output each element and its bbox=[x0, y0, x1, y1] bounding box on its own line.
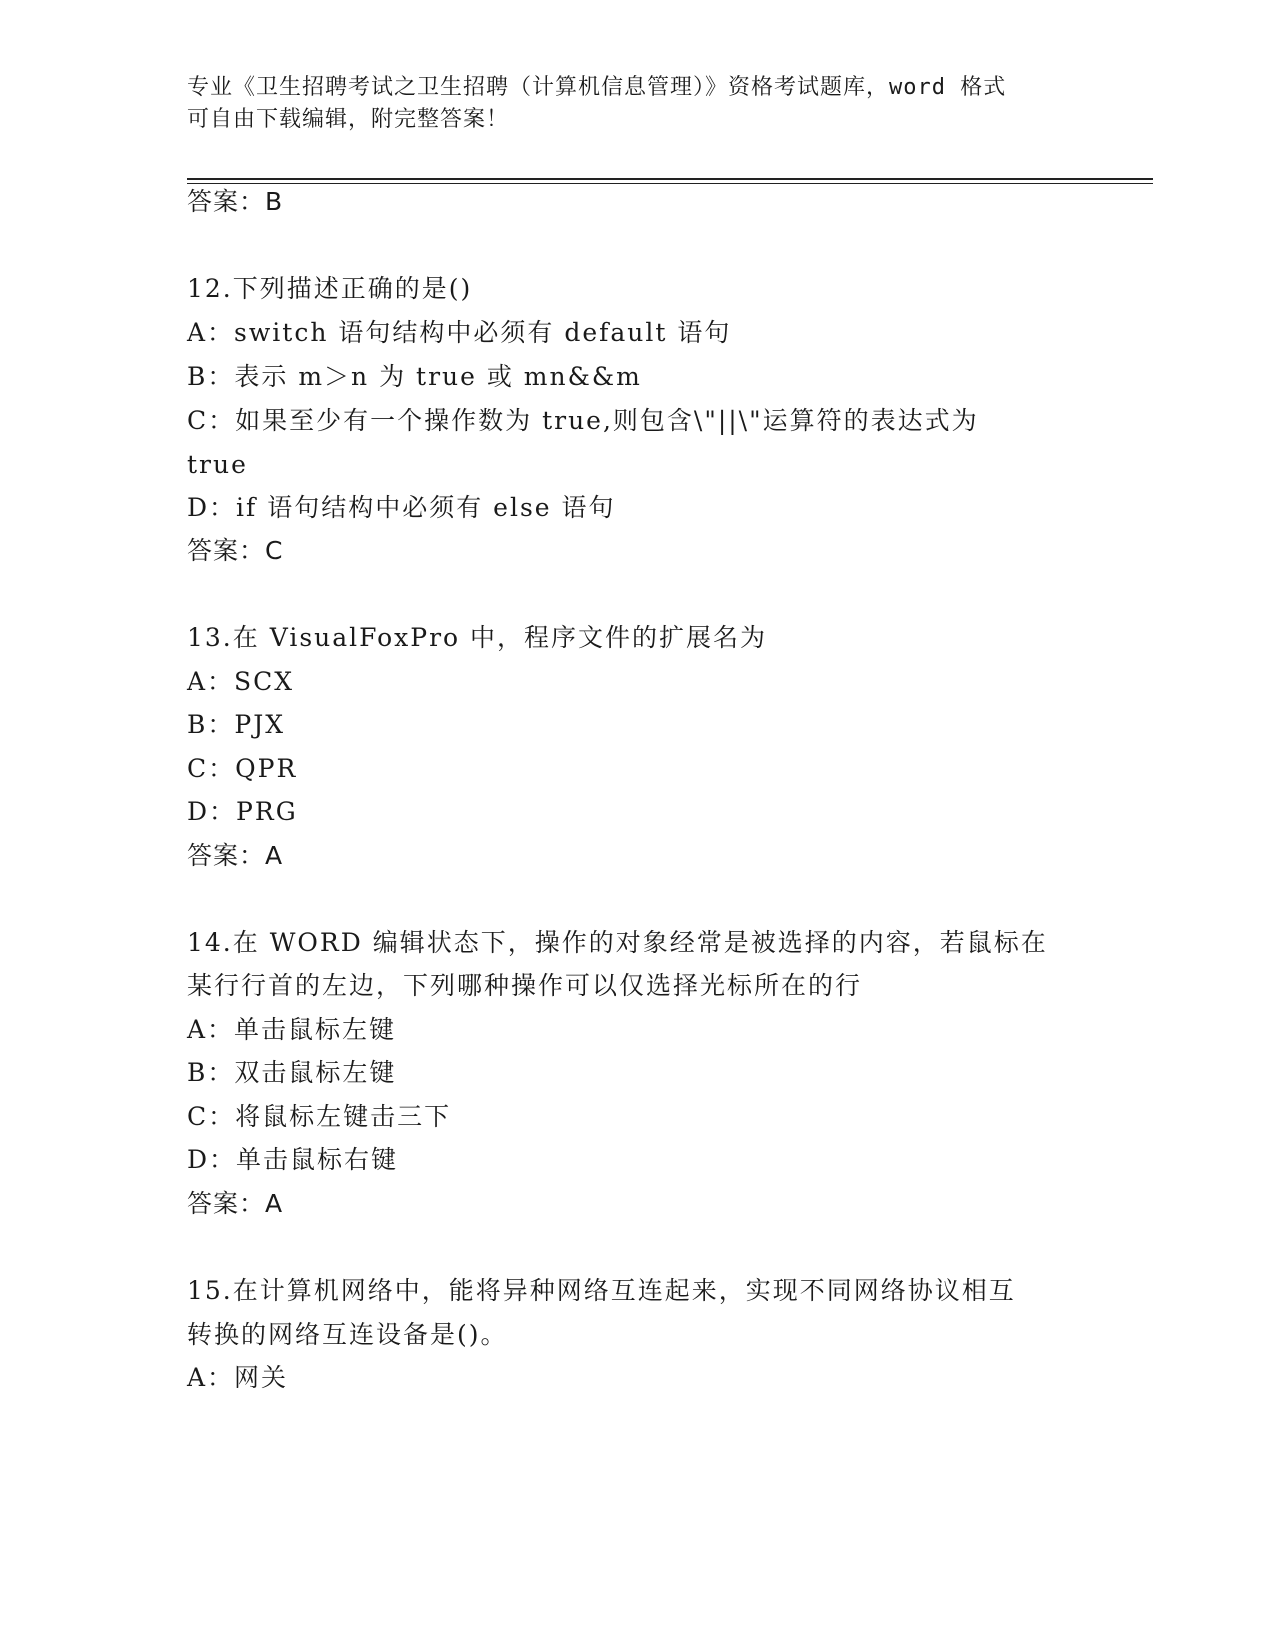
question-14-option-d: D：单击鼠标右键 bbox=[187, 1145, 399, 1174]
header-line-2: 可自由下载编辑，附完整答案！ bbox=[187, 107, 510, 132]
question-13-option-a: A：SCX bbox=[187, 667, 295, 696]
question-12-option-b: B：表示 m＞n 为 true 或 mn&&m bbox=[187, 362, 642, 391]
answer-line: 答案：B bbox=[187, 187, 284, 216]
question-13-option-b: B：PJX bbox=[187, 710, 286, 739]
question-14-option-a: A：单击鼠标左键 bbox=[187, 1015, 397, 1044]
question-12-option-c: C：如果至少有一个操作数为 true,则包含\"||\"运算符的表达式为 bbox=[187, 406, 979, 435]
question-13-answer: 答案：A bbox=[187, 841, 284, 870]
question-14-stem-line-2: 某行行首的左边，下列哪种操作可以仅选择光标所在的行 bbox=[187, 971, 863, 1000]
question-14-stem-line-1: 14.在 WORD 编辑状态下，操作的对象经常是被选择的内容，若鼠标在 bbox=[187, 928, 1048, 957]
question-12-option-a: A：switch 语句结构中必须有 default 语句 bbox=[187, 318, 732, 347]
document-header bbox=[187, 72, 1087, 136]
question-12-answer: 答案：C bbox=[187, 536, 284, 565]
question-14-option-c: C：将鼠标左键击三下 bbox=[187, 1102, 452, 1131]
question-15-option-a: A：网关 bbox=[187, 1363, 289, 1392]
question-14-answer: 答案：A bbox=[187, 1189, 284, 1218]
header-divider bbox=[187, 178, 1153, 184]
question-12-option-c-continued: true bbox=[187, 450, 248, 479]
question-13-option-c: C：QPR bbox=[187, 754, 298, 783]
header-line-1: 专业《卫生招聘考试之卫生招聘（计算机信息管理）》资格考试题库，word 格式 bbox=[187, 75, 1007, 100]
question-15-stem-line-2: 转换的网络互连设备是()。 bbox=[187, 1320, 508, 1349]
question-13-option-d: D：PRG bbox=[187, 797, 298, 826]
question-13-stem: 13.在 VisualFoxPro 中，程序文件的扩展名为 bbox=[187, 623, 768, 652]
question-14-option-b: B：双击鼠标左键 bbox=[187, 1058, 397, 1087]
question-15-stem-line-1: 15.在计算机网络中，能将异种网络互连起来，实现不同网络协议相互 bbox=[187, 1276, 1016, 1305]
question-12-option-d: D：if 语句结构中必须有 else 语句 bbox=[187, 493, 616, 522]
question-12-stem: 12.下列描述正确的是() bbox=[187, 274, 473, 303]
